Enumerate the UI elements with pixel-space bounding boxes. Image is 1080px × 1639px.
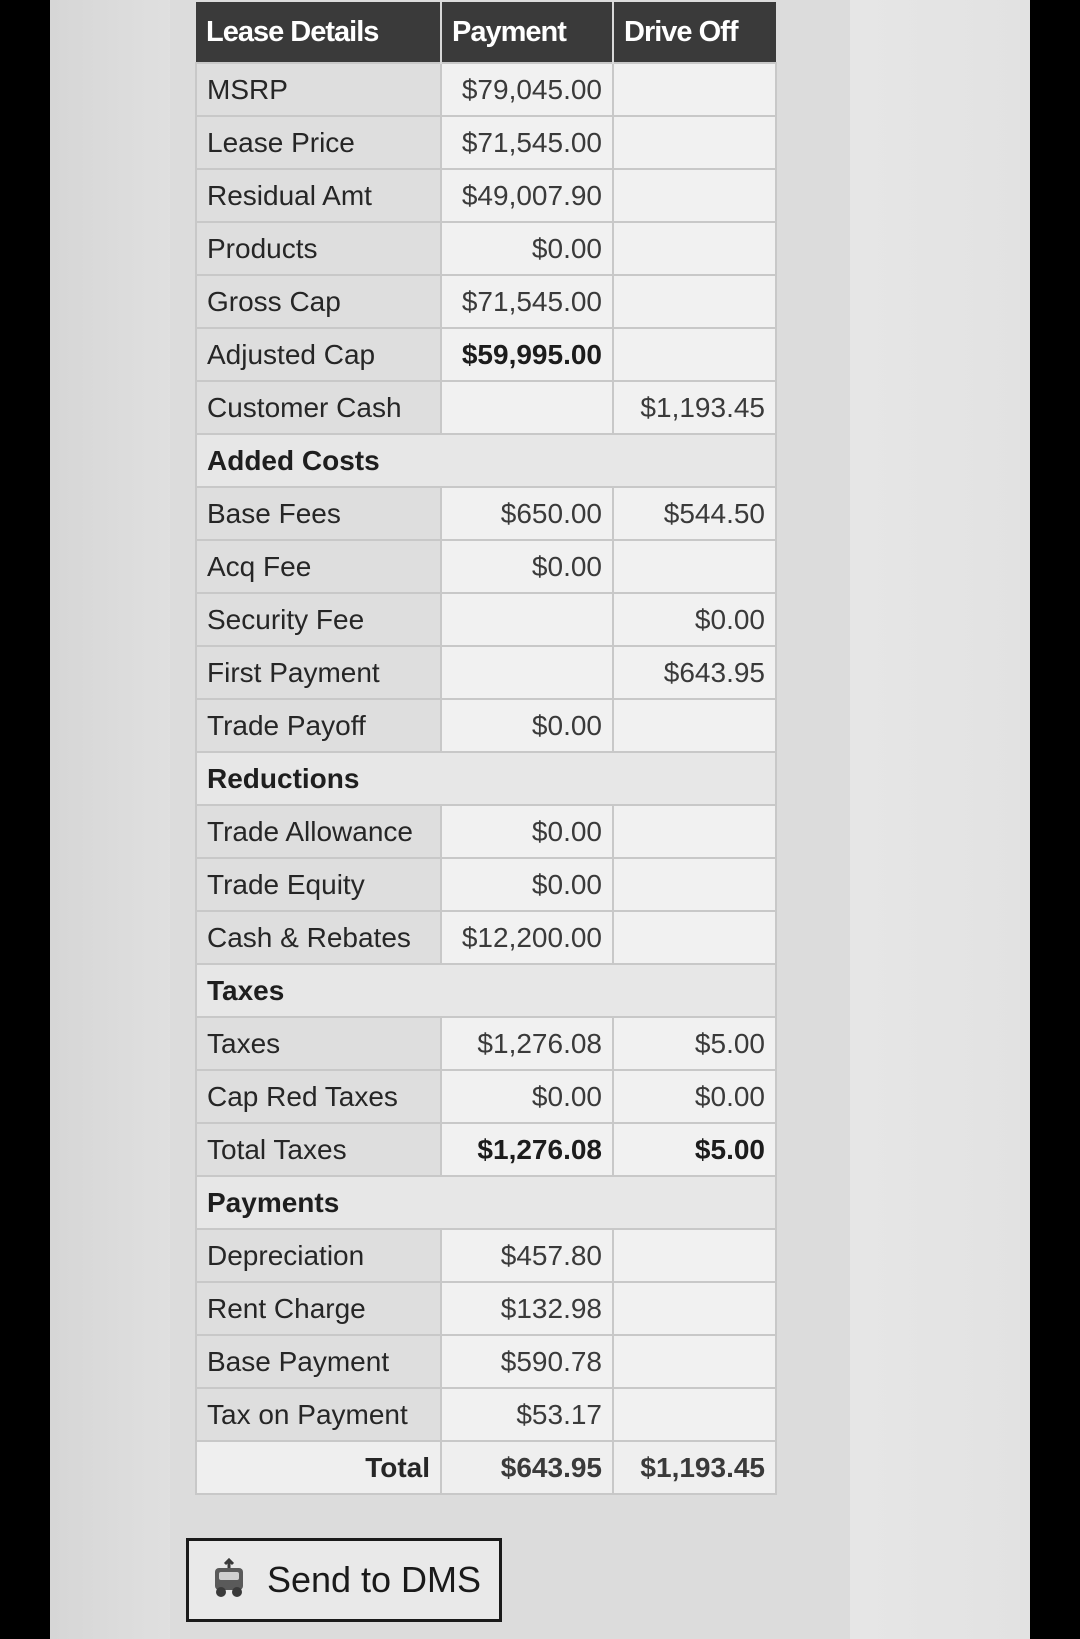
row-payment-value	[441, 593, 613, 646]
row-label: Tax on Payment	[196, 1388, 441, 1441]
section-row	[196, 752, 776, 805]
row-payment-value: $71,545.00	[441, 116, 613, 169]
row-payment-value: $0.00	[441, 858, 613, 911]
table-row	[196, 487, 776, 540]
table-row	[196, 1070, 776, 1123]
row-drive-off-value	[613, 858, 776, 911]
table-row	[196, 540, 776, 593]
row-payment-value: $71,545.00	[441, 275, 613, 328]
row-drive-off-value: $5.00	[613, 1123, 776, 1176]
section-heading: Payments	[196, 1176, 776, 1229]
row-drive-off-value	[613, 1335, 776, 1388]
row-label: First Payment	[196, 646, 441, 699]
section-heading: Reductions	[196, 752, 776, 805]
row-payment-value: $49,007.90	[441, 169, 613, 222]
row-payment-value: $0.00	[441, 699, 613, 752]
row-payment-value: $0.00	[441, 540, 613, 593]
row-drive-off-value: $0.00	[613, 1070, 776, 1123]
row-label: Adjusted Cap	[196, 328, 441, 381]
table-row	[196, 699, 776, 752]
row-label: Trade Allowance	[196, 805, 441, 858]
row-payment-value: $0.00	[441, 222, 613, 275]
row-payment-value: $650.00	[441, 487, 613, 540]
header-drive-off: Drive Off	[613, 2, 776, 63]
row-label: Customer Cash	[196, 381, 441, 434]
row-payment-value	[441, 646, 613, 699]
row-payment-value: $1,276.08	[441, 1123, 613, 1176]
table-row	[196, 116, 776, 169]
row-label: Lease Price	[196, 116, 441, 169]
row-payment-value: $590.78	[441, 1335, 613, 1388]
row-drive-off-value	[613, 540, 776, 593]
section-row	[196, 434, 776, 487]
row-label: Cash & Rebates	[196, 911, 441, 964]
row-label: Gross Cap	[196, 275, 441, 328]
row-payment-value: $12,200.00	[441, 911, 613, 964]
row-drive-off-value: $1,193.45	[613, 381, 776, 434]
row-label: Products	[196, 222, 441, 275]
table-row	[196, 1282, 776, 1335]
row-label: Security Fee	[196, 593, 441, 646]
row-label: Residual Amt	[196, 169, 441, 222]
table-row	[196, 593, 776, 646]
table-row	[196, 1229, 776, 1282]
row-drive-off-value	[613, 1282, 776, 1335]
lease-table-body	[196, 63, 776, 1441]
header-lease-details: Lease Details	[196, 2, 441, 63]
row-drive-off-value	[613, 911, 776, 964]
table-row	[196, 328, 776, 381]
table-row	[196, 222, 776, 275]
row-payment-value: $457.80	[441, 1229, 613, 1282]
row-drive-off-value: $643.95	[613, 646, 776, 699]
total-row	[196, 1441, 776, 1494]
table-row	[196, 1017, 776, 1070]
row-drive-off-value	[613, 116, 776, 169]
row-drive-off-value	[613, 275, 776, 328]
table-row	[196, 275, 776, 328]
row-drive-off-value	[613, 1388, 776, 1441]
total-drive-off: $1,193.45	[613, 1441, 776, 1494]
row-drive-off-value: $544.50	[613, 487, 776, 540]
row-drive-off-value	[613, 222, 776, 275]
table-row	[196, 858, 776, 911]
row-label: Taxes	[196, 1017, 441, 1070]
table-row	[196, 1388, 776, 1441]
table-row	[196, 63, 776, 116]
row-drive-off-value: $5.00	[613, 1017, 776, 1070]
table-row	[196, 1335, 776, 1388]
row-drive-off-value	[613, 169, 776, 222]
row-label: Cap Red Taxes	[196, 1070, 441, 1123]
total-label: Total	[196, 1441, 441, 1494]
section-heading: Added Costs	[196, 434, 776, 487]
row-drive-off-value	[613, 1229, 776, 1282]
table-row	[196, 805, 776, 858]
row-label: MSRP	[196, 63, 441, 116]
row-label: Trade Equity	[196, 858, 441, 911]
section-row	[196, 1176, 776, 1229]
car-send-icon	[207, 1558, 251, 1602]
table-header-row	[196, 2, 776, 63]
row-payment-value: $1,276.08	[441, 1017, 613, 1070]
lease-details-table	[195, 2, 777, 1495]
row-payment-value: $59,995.00	[441, 328, 613, 381]
row-label: Depreciation	[196, 1229, 441, 1282]
table-row	[196, 381, 776, 434]
row-payment-value	[441, 381, 613, 434]
section-row	[196, 964, 776, 1017]
row-drive-off-value	[613, 699, 776, 752]
table-row	[196, 911, 776, 964]
send-to-dms-label: Send to DMS	[266, 1559, 482, 1600]
table-row	[196, 1123, 776, 1176]
table-row	[196, 169, 776, 222]
row-drive-off-value	[613, 328, 776, 381]
row-payment-value: $79,045.00	[441, 63, 613, 116]
table-row	[196, 646, 776, 699]
row-payment-value: $132.98	[441, 1282, 613, 1335]
section-heading: Taxes	[196, 964, 776, 1017]
row-payment-value: $0.00	[441, 1070, 613, 1123]
row-payment-value: $53.17	[441, 1388, 613, 1441]
header-payment: Payment	[441, 2, 613, 63]
row-label: Base Payment	[196, 1335, 441, 1388]
row-payment-value: $0.00	[441, 805, 613, 858]
row-label: Acq Fee	[196, 540, 441, 593]
row-label: Rent Charge	[196, 1282, 441, 1335]
row-label: Base Fees	[196, 487, 441, 540]
row-drive-off-value	[613, 63, 776, 116]
send-to-dms-button[interactable]	[186, 1538, 502, 1622]
total-payment: $643.95	[441, 1441, 613, 1494]
row-label: Trade Payoff	[196, 699, 441, 752]
row-drive-off-value	[613, 805, 776, 858]
row-drive-off-value: $0.00	[613, 593, 776, 646]
row-label: Total Taxes	[196, 1123, 441, 1176]
